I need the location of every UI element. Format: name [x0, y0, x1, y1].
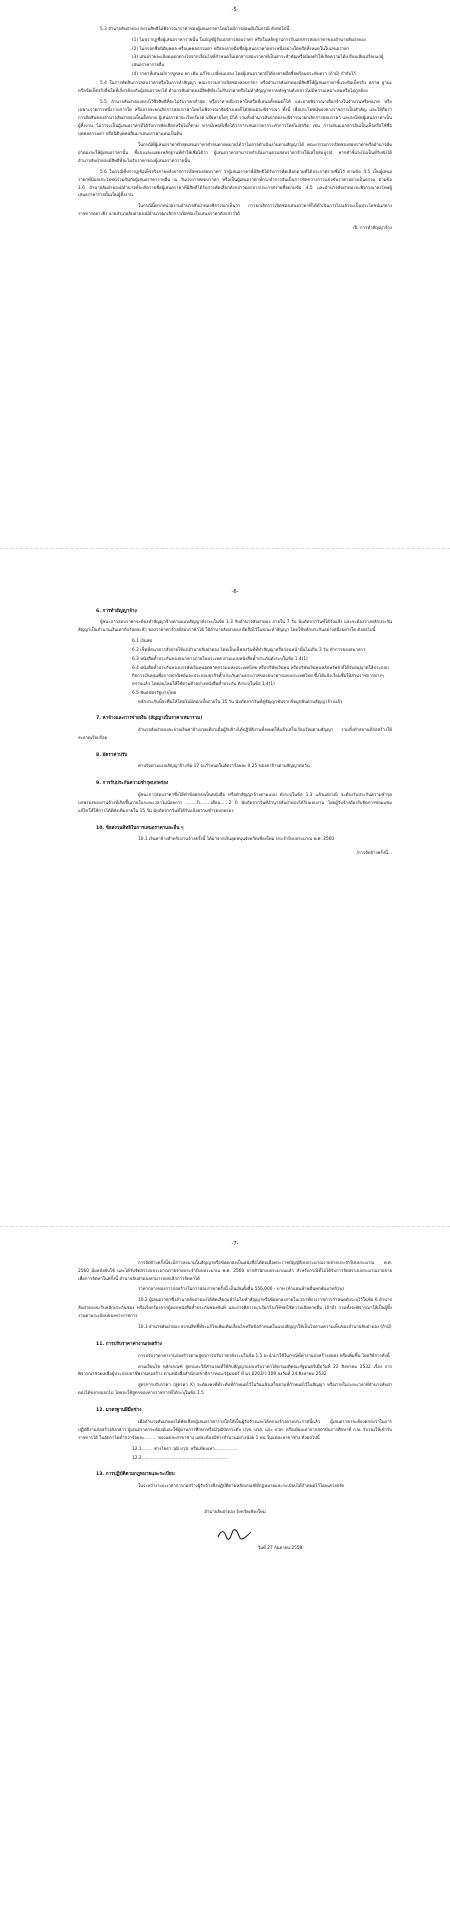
page-5 — [0, 6, 450, 524]
section-5-4: 5.4 ในการตัดสินการสอบราคาหรือในการทำสัญญา คณะกรรมการเปิดซองสอบราคา หรืออำนาจลับฝ่าดองมีสิทธิให้ผู้เสนอราคาชี้แจงข้อเท็จจริง สภาพ ฐานะ หรือข้อเท็จจริงอื่นใดที่เกี่ยวข้องกับผู้เสนอราคาได้ อำนาจลับฝ่าดองมีสิทธิที่จะไม่รับราคาหรือไม่ทำสัญญาหากหลักฐานดังกล่าวไม่มีความเหมาะสมหรือไม่ถูกต้อง — [78, 81, 392, 95]
list-item: 6.2 เช็คที่ธนาคารสั่งจ่ายให้แก่อำนาจลับฝ่าดอง โดยเป็นเช็คลงวันที่ที่ทำสัญญาหรือก่อนหน้านั้นไม่เกิน 3 วัน ทำการของธนาคาร — [132, 647, 366, 653]
issuing-office: อำนาจลับฝ่าดอง จังหวัดเชียงใหม่ — [204, 1509, 266, 1515]
signature-block — [78, 1509, 392, 1541]
paragraph: ตามเงื่อนไข หลักเกณฑ์ สูตรและวิธีคำนวณที่ใช้กับสัญญาแบบปรับราคาได้ตามมติคณะรัฐมนตรีเมื่อวันที่ 22 สิงหาคม 2532 เรื่อง การพิจารณาช่วยเหลือผู้ประกอบอาชีพงานก่อสร้าง ตามหนังสือสำนักเลขาธิการคณะรัฐมนตรี ที่ นร 0203/ว 109 ลงวันที่ 24 สิงหาคม 2532 — [78, 1364, 392, 1378]
signature-mark — [215, 1527, 255, 1541]
section-heading: 11. การปรับราคาค่างานก่อสร้าง — [96, 1342, 162, 1348]
paragraph: ผู้ชนะการสอบราคาซึ่งได้ทำข้อตกลงเป็นหนังสือ หรือทำสัญญาจ้างตามแบบ ดังระบุในข้อ 1.3 แล้วแต่กรณี จะต้องรับประกันความชำรุดบกพร่องของงานจ้างที่เกิดขึ้นภายในระยะเวลาไม่น้อยกว่า ........ปี........เดือน......2 ปี นับถัดจากวันที่อำนาจลับฝ่าดองได้รับมอบงาน โดยผู้รับจ้างต้องรีบจัดการซ่อมแซมแก้ไขให้ใช้การได้ดีดังเดิมภายใน 15 วัน นับถัดจากวันที่ได้รับแจ้งความชำรุดบกพร่อง — [78, 792, 392, 814]
paragraph: เมื่ออำนาจลับฝ่าดองได้คัดเลือกผู้เสนอราคารายใดให้เป็นผู้รับจ้างและได้ตกลงจ้างตามประกาศนี้แล้ว ผู้เสนอราคาจะต้องตกลงว่าในการปฏิบัติงานก่อสร้างดังกล่าว ผู้เสนอราคาจะต้องมีและใช้ผู้ผ่านการศึกษาหรือมีวุฒิบัตรระดับ ปวช. ปวส. และ ปวท. หรือเทียบเท่าจากสถาบันการศึกษาที่ ก.พ. รับรองให้เข้ารับราชการได้ ในอัตราไม่ต่ำกว่าร้อยละ......... ของแต่ละสาขาช่าง แต่จะต้องมีช่างจำนวนอย่างน้อย 1 คน ในแต่ละสาขาช่าง ดังต่อไปนี้ — [78, 1419, 392, 1441]
section-heading: 10. ข้อสงวนสิทธิในการเสนอราคาและอื่น ๆ — [96, 825, 184, 831]
paragraph: อำนาจลับฝ่าดองจะจ่ายเงินค่าจ้างงวดเดียวเมื่อผู้รับจ้างได้ปฏิบัติงานทั้งหมดให้แล้วเสร็จเรียบร้อยตามสัญญา รวมทั้งทำสถานที่ก่อสร้างให้สะอาดเรียบร้อย — [78, 727, 392, 741]
page-separator — [0, 548, 450, 549]
section-heading: 9. การรับประกันความชำรุดบกพร่อง — [96, 781, 169, 787]
section-heading: 6. การทำสัญญาจ้าง — [96, 608, 137, 614]
paragraph: หลักประกันนี้จะคืนให้โดยไม่มีดอกเบี้ยภายใน 15 วัน นับถัดจากวันที่คู่สัญญาพ้นจากข้อผูกพันตามสัญญาจ้างแล้ว — [138, 699, 343, 705]
paragraph: ในระหว่างระยะเวลาการก่อสร้างผู้รับจ้างพึงปฏิบัติตามหลักเกณฑ์ที่กฎหมายและระเบียบได้กำหนดไว้โดยเคร่งครัด — [138, 1483, 345, 1489]
paragraph: ผู้ชนะการสอบราคาจะต้องทำสัญญาจ้างตามแบบสัญญาดังระบุในข้อ 1.3 กับอำนาจลับฝ่าดอง ภายใน 7 วัน นับถัดจากวันที่ได้รับแจ้ง และจะต้องวางหลักประกันสัญญาเป็นจำนวนเงินเท่ากับร้อยละห้า ของราคาค่าจ้างที่สอบราคาได้ ให้อำนาจลับฝ่าดอง ยึดถือไว้ในขณะทำสัญญา โดยใช้หลักประกันอย่างหนึ่งอย่างใด ดังต่อไปนี้ — [78, 620, 392, 634]
paragraph: 10.3 อำนาจลับฝ่าดอง สงวนสิทธิ์ที่จะแก้ไขเพิ่มเติมเงื่อนไขหรือข้อกำหนดในแบบสัญญาให้เป็นไปตามความเห็นของอำนาจลับฝ่าดอง (ถ้ามี) — [138, 1325, 392, 1331]
list-item: (3) เสนอรายละเอียดแตกต่างไปจากเงื่อนไขที่กำหนดในเอกสารสอบราคาที่เป็นสาระสำคัญหรือมีผลทำให้เกิดความได้เปรียบเสียเปรียบแก่ผู้เสนอราคารายอื่น — [132, 55, 384, 69]
list-item: (2) ไม่กรอกชื่อนิติบุคคล หรือบุคคลธรรมดา หรือลงลายมือชื่อผู้เสนอราคาอย่างหนึ่งอย่างใดหรือทั้งหมดในใบเสนอราคา — [132, 46, 350, 52]
section-heading: 8. อัตราค่าปรับ — [96, 752, 128, 758]
section-heading: 12. มาตรฐานฝีมือช่าง — [96, 1408, 142, 1414]
continued-marker: /6. การทำสัญญาจ้าง — [353, 226, 392, 232]
section-5-3: 5.3 อำนาจลับฝ่าดอง สงวนสิทธิไม่พิจารณาราคาของผู้เสนอราคาโดยไม่มีการผ่อนผันในกรณี ดังต่อไปนี้ — [100, 26, 290, 32]
list-item: (1) ไม่ปรากฏชื่อผู้เสนอราคารายนั้น ในบัญชีผู้รับเอกสารสอบราคา หรือในหลักฐานการรับเอกสารสอบราคาของอำนาจลับฝ่าดอง — [132, 37, 366, 43]
paragraph: 10.1 เงินค่าจ้างสำหรับงานจ้างครั้งนี้ ได้มาจากเงินอุดหนุนจังหวัดเชียงใหม่ ประจำปีงบประมาณ พ.ศ. 2560 — [138, 837, 335, 843]
page-6 — [0, 588, 450, 1228]
page-number: -5- — [231, 7, 239, 13]
paragraph: 10.2 ผู้เสนอราคาซึ่งอำนาจลับฝ่าดองได้คัดเลือกแล้วไม่ไปทำสัญญาหรือข้อตกลงภายในเวลาที่ทางราชการกำหนดดังระบุไว้ในข้อ 6 อำนาจลับฝ่าดองจะริบหลักประกันซอง หรือเรียกร้องจากผู้ออกหนังสือค้ำประกันซองทันที และอาจพิจารณาเรียกร้องให้ชดใช้ความเสียหายอื่น (ถ้ามี) รวมทั้งจะพิจารณาให้เป็นผู้ทิ้งงานตามระเบียบของทางราชการ — [78, 1298, 392, 1320]
list-item: 6.4 หนังสือค้ำประกันของบรรษัทเงินทุนอุตสาหกรรมแห่งประเทศไทย หรือบริษัทเงินทุน หรือบริษัทเงินทุนหลักทรัพย์ ที่ได้รับอนุญาตให้ประกอบกิจการเงินทุนเพื่อการพาณิชย์และประกอบธุรกิจค้ำประกันตามประกาศของธนาคารแห่งประเทศไทย ซึ่งได้แจ้งเวียนชื่อให้ส่วนราชการต่างๆ ทราบแล้ว โดยอนุโลมให้ใช้ตามตัวอย่างหนังสือค้ำประกัน ดังระบุในข้อ 1.4(1) — [132, 665, 389, 687]
paragraph: ในกรณีนี้หากหน่วยงานอำนาจลับฝ่าดองพิจารณาเห็นว่า การยกเลิกการเปิดซองเสนอราคาที่ได้ดำเนินการไปแล้วจะเป็นประโยชน์แก่ทางราชการอย่างยิ่ง นายอำเภอลับฝ่าดองมีอำนาจยกเลิกการเปิดซองใบเสนอราคาดังกล่าวได้ — [78, 204, 392, 218]
section-5-5: 5.5 อำนาจลับฝ่าดองทรงไว้ซึ่งสิทธิที่จะไม่รับราคาต่ำสุด หรือราคาหนึ่งราคาใดหรือที่เสนอทั้งหมดก็ได้ และอาจพิจารณาเลือกจ้างในจำนวนหรือขนาด หรือเฉพาะรายการหนึ่งรายการใด หรืออาจจะยกเลิกการสอบราคาโดยไม่พิจารณาจัดจ้างเลยก็ได้สุดแต่จะพิจารณา ทั้งนี้ เพื่อประโยชน์ของทางราชการเป็นสำคัญ และให้ถือว่าการตัดสินของอำนาจลับฝ่าดองเป็นเด็ดขาด ผู้เสนอราคาจะเรียกร้องค่าเสียหายใดๆ มิได้ รวมทั้งอำนาจลับฝ่าดองจะพิจารณายกเลิกการสอบราคา และลงโทษผู้เสนอราคาเป็นผู้ทิ้งงาน ไม่ว่าจะเป็นผู้เสนอราคาที่ได้รับการคัดเลือกหรือไม่ก็ตาม หากมีเหตุที่เชื่อได้ว่าการเสนอราคากระทำการโดยไม่สุจริต เช่น การเสนอเอกสารอันเป็นเท็จหรือใช้ชื่อบุคคลธรรมดา หรือนิติบุคคลอื่นมาเสนอราคาแทนเป็นต้น — [78, 100, 392, 137]
list-item: 6.3 หนังสือค้ำประกันของธนาคารภายในประเทศ ตามแบบหนังสือค้ำประกันดังระบุในข้อ 1.4(1) — [132, 656, 308, 662]
paragraph: ราคากลางของการก่อสร้างในการสอบราคาครั้งนี้ เป็นเงินทั้งสิ้น 556,000.- บาท (ห้าแสนห้าหมื่นหกพันบาทถ้วน) — [138, 1287, 344, 1293]
section-5-6: 5.6 ในกรณีที่ปรากฏข้อเท็จจริงภายหลังจากการเปิดซองสอบราคา ว่าผู้เสนอราคาที่มีสิทธิได้รับการคัดเลือกตามที่ได้ประกาศรายชื่อไว้ ตามข้อ 4.5 เป็นผู้เสนอราคาที่มีผลประโยชน์ร่วมกันกับผู้เสนอราคารายอื่น ณ วันประกาศสอบราคา หรือเป็นผู้เสนอราคาที่กระทำการอันเป็นการขัดขวางการแข่งขันราคาอย่างเป็นธรรม ตามข้อ 1.6 อำนาจลับฝ่าดองมีอำนาจที่จะตัดรายชื่อผู้เสนอราคาที่มีสิทธิได้รับการคัดเลือกดังกล่าวออกจากประกาศรายชื่อตามข้อ 4.5 และอำนาจลับฝ่าดองจะพิจารณาลงโทษผู้เสนอราคารายนั้นเป็นผู้ทิ้งงาน — [78, 169, 392, 199]
list-item: 6.1 เงินสด — [132, 638, 153, 644]
continued-marker: /การจัดจ้างครั้งนี้... — [356, 850, 392, 856]
page-number: -6- — [231, 589, 239, 595]
section-heading: 13. การปฏิบัติตามกฎหมายและระเบียบ — [96, 1472, 175, 1478]
page-7 — [0, 1240, 450, 1900]
list-item: 12.1.........ช่างโยธา วุฒิ ปวส. หรือเทียบเท่า................. — [132, 1446, 238, 1452]
list-item: (4) ราคาที่เสนอมีการขูดลบ ลก เติม แก้ไข เปลี่ยนแปลง โดยผู้เสนอราคามิได้ลงลายมือชื่อพร้อมประทับตรา (ถ้ามี) กำกับไว้ — [132, 72, 356, 78]
list-item: 6.5 พันธบัตรรัฐบาลไทย — [132, 690, 177, 696]
list-item: 12.2................................................................ — [132, 1455, 229, 1461]
paragraph: สูตรการปรับราคา (สูตรค่า K) จะต้องคงที่ที่ระดับที่กำหนดไว้ในวันแล้วเสร็จตามที่กำหนดไว้ในสัญญา หรือภายในระยะเวลาที่อำนาจลับฝ่าดองได้ขยายออกไป โดยจะใช้สูตรของทางราชการที่ได้ระบุในข้อ 1.5 — [78, 1383, 392, 1397]
paragraph: ค่าปรับตามแบบสัญญาจ้างข้อ 17 จะกำหนดในอัตราร้อยละ 0.25 ของค่าจ้างตามสัญญาต่อวัน — [138, 764, 310, 770]
document-date: วันที่ 27 กันยายน 2559 — [257, 1545, 303, 1551]
page-number: -7- — [231, 1241, 239, 1247]
paragraph: การจัดจ้างครั้งนี้จะมีการลงนามในสัญญาหรือข้อตกลงเป็นหนังสือได้ต่อเมื่อพระราชบัญญัติงบประมาณรายจ่ายประจำปีงบประมาณ พ.ศ. 2560 มีผลบังคับใช้ และได้รับจัดสรรงบประมาณรายจ่ายประจำปีงบประมาณ พ.ศ. 2560 จากสำนักงบประมาณแล้ว สำหรับกรณีที่ไม่ได้รับการจัดสรรงบประมาณรายจ่ายเพื่อการจัดหาในครั้งนี้ อำนาจลับฝ่าดองสามารถยกเลิกการจัดหาได้ — [78, 1260, 392, 1282]
paragraph: การปรับราคาค่างานก่อสร้างตามสูตรการปรับราคาดังระบุในข้อ 1.5 จะนำมาใช้ในกรณีที่ค่างานก่อสร้างลดลง หรือเพิ่มขึ้น โดยวิธีการดังนี้ — [138, 1353, 390, 1359]
section-heading: 7. ค่าจ้างและการจ่ายเงิน (สัญญาเป็นราคาเหมารวม) — [96, 716, 203, 722]
page-separator — [0, 1226, 450, 1227]
paragraph: ในกรณีที่ผู้เสนอราคาต่ำสุดเสนอราคาต่ำจนคาดหมายได้ว่าไม่อาจดำเนินงานตามสัญญาได้ คณะกรรมการเปิดซองสอบราคาหรืออำนาจลับฝ่าดองจะให้ผู้เสนอราคานั้น ชี้แจงและแสดงหลักฐานที่ทำให้เชื่อได้ว่า ผู้เสนอราคาสามารถดำเนินงานตามสอบราคาจ้างให้เสร็จสมบูรณ์ หากคำชี้แจงไม่เป็นที่รับฟังได้ อำนาจลับฝ่าดองมีสิทธิที่จะไม่รับราคาของผู้เสนอราคารายนั้น — [78, 142, 392, 164]
